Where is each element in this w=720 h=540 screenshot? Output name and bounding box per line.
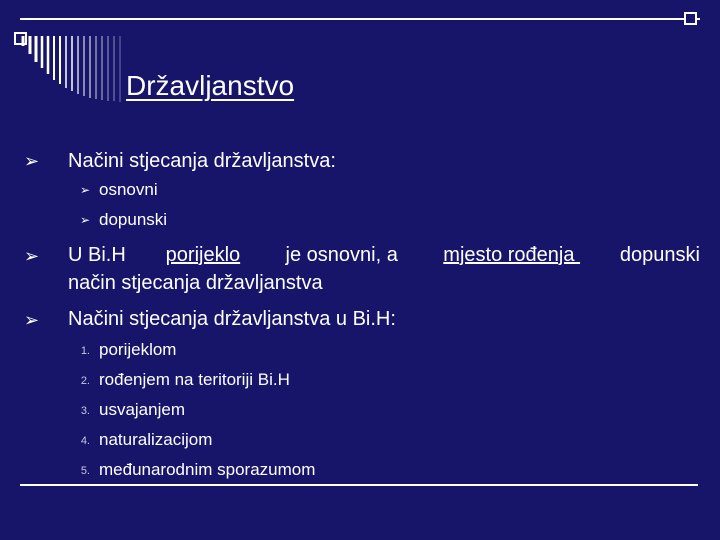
- text-segment: dopunski: [619, 244, 700, 266]
- page-title: Državljanstvo: [126, 70, 295, 101]
- list-item: međunarodnim sporazumom: [99, 460, 316, 479]
- square-outline-icon: [684, 12, 697, 25]
- list-number: 1.: [80, 345, 90, 357]
- arrowhead-bullet-icon: ➢: [80, 213, 91, 227]
- sub-bullet-text: osnovni: [99, 180, 158, 199]
- text-segment: [68, 244, 126, 267]
- link-mjesto-rodjenja[interactable]: mjesto rođenja: [443, 244, 581, 266]
- list-number: 5.: [80, 465, 90, 477]
- bullet-text-continuation: način stjecanja državljanstva: [68, 272, 323, 294]
- arrowhead-bullet-icon: ➢: [24, 151, 40, 171]
- bullet-text: Načini stjecanja državljanstva u Bi.H:: [68, 308, 396, 330]
- arrowhead-bullet-icon: ➢: [24, 310, 40, 330]
- top-rule: [20, 18, 700, 20]
- list-item: porijeklom: [99, 340, 177, 359]
- list-item: naturalizacijom: [99, 430, 213, 449]
- text-segment: je osnovni, a: [280, 244, 404, 266]
- decorative-stripes: [20, 36, 130, 106]
- bullet-text: Načini stjecanja državljanstva:: [68, 150, 336, 172]
- list-number: 3.: [80, 405, 90, 417]
- link-porijeklo[interactable]: porijeklo: [165, 244, 241, 266]
- list-number: 4.: [80, 435, 90, 447]
- list-item: rođenjem na teritoriji Bi.H: [99, 370, 290, 389]
- list-number: 2.: [80, 375, 90, 387]
- text-segment: U Bi.H: [68, 244, 126, 266]
- arrowhead-bullet-icon: ➢: [24, 246, 40, 266]
- arrowhead-bullet-icon: ➢: [80, 183, 91, 197]
- sub-bullet-text: dopunski: [99, 210, 168, 229]
- list-item: usvajanjem: [99, 400, 185, 419]
- bullet-text-line: [68, 244, 700, 267]
- bottom-rule: [20, 484, 698, 486]
